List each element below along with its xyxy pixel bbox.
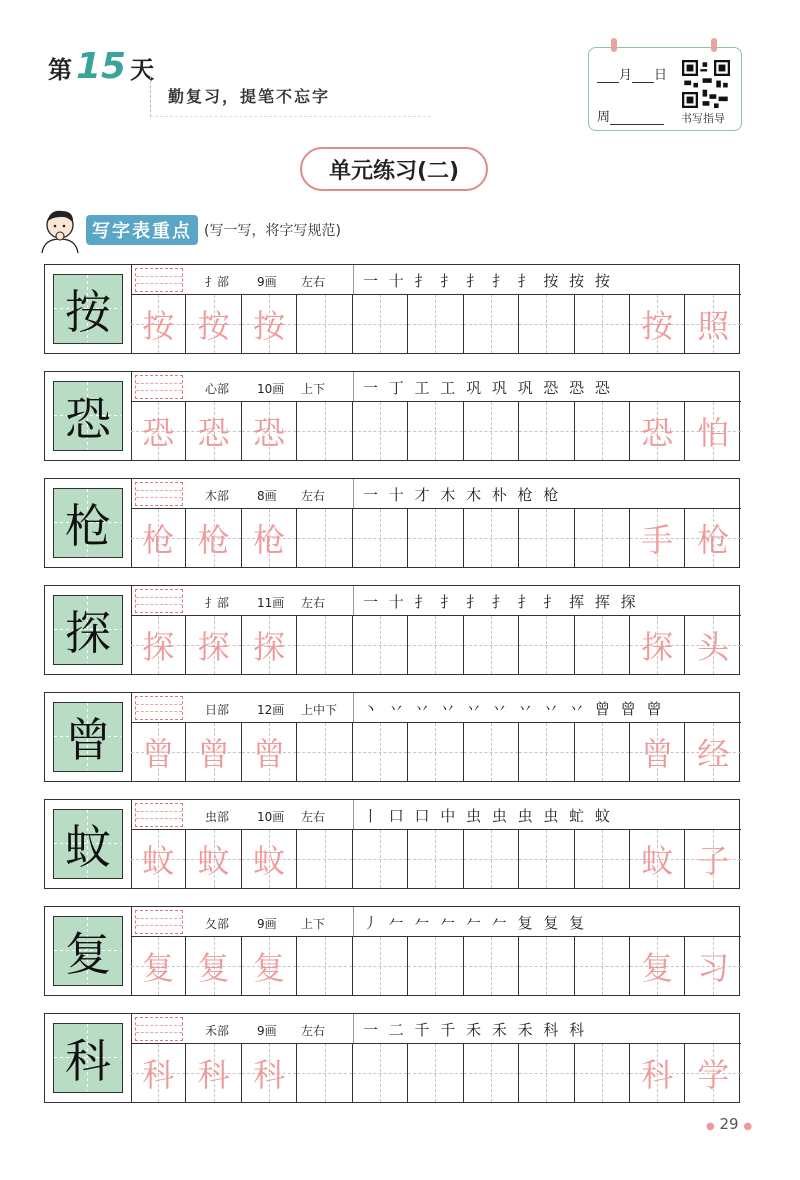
trace-char: 按 [197,307,230,345]
model-char-box [53,274,123,344]
trace-char: 探 [253,628,286,666]
word-char: 子 [697,842,730,880]
model-char: 探 [65,606,111,660]
writing-grid[interactable] [131,295,741,353]
model-char-box [53,1023,123,1093]
word-char: 复 [641,949,674,987]
stroke-count: 9画 [257,275,277,289]
stroke-count: 9画 [257,1024,277,1038]
pinyin-box[interactable] [135,482,183,506]
stroke-count: 9画 [257,917,277,931]
stroke-order: 丿 𠂉 𠂉 𠂉 𠂉 𠂉 复 复 复 [363,914,588,932]
trace-char: 恐 [197,414,230,452]
stroke-order: 丨 口 口 中 虫 虫 虫 虫 虻 蚊 [363,807,613,825]
practice-row [44,264,740,354]
stroke-count: 11画 [257,596,285,610]
trace-char: 科 [253,1056,286,1094]
stroke-count: 8画 [257,489,277,503]
day-label: 日 [654,68,668,83]
structure: 左右 [301,489,326,503]
pinyin-box[interactable] [135,910,183,934]
date-line [597,64,667,83]
writing-grid[interactable] [131,723,741,781]
month-label: 月 [619,68,633,83]
practice-row [44,585,740,675]
practice-row [44,1013,740,1103]
model-char: 枪 [65,499,111,553]
qr-label: 书写指导 [681,112,725,125]
trace-char: 复 [197,949,230,987]
model-char: 按 [65,285,111,339]
pinyin-box[interactable] [135,268,183,292]
radical: 虫部 [205,810,230,824]
trace-char: 曾 [142,735,175,773]
kid-thinking-icon [32,205,84,255]
motto: 勤复习，提笔不忘字 [168,87,331,106]
structure: 左右 [301,1024,326,1038]
trace-char: 恐 [253,414,286,452]
model-char-box [53,916,123,986]
trace-char: 枪 [142,521,175,559]
trace-char: 按 [142,307,175,345]
practice-row [44,692,740,782]
section-header [32,205,341,255]
char-info [131,586,741,616]
page-number-text: 29 [719,1115,739,1133]
writing-grid[interactable] [131,402,741,460]
char-info [131,800,741,830]
model-char: 曾 [65,713,111,767]
page-number [706,1115,752,1133]
char-info [131,479,741,509]
day-title [48,46,154,87]
dot-icon: ● [743,1121,753,1132]
radical: 心部 [205,382,230,396]
trace-char: 科 [142,1056,175,1094]
model-char: 蚊 [65,820,111,874]
trace-char: 曾 [253,735,286,773]
radical: 木部 [205,489,230,503]
model-char: 科 [65,1034,111,1088]
model-char: 恐 [65,392,111,446]
dot-icon: ● [706,1121,715,1132]
trace-char: 枪 [197,521,230,559]
trace-char: 蚊 [197,842,230,880]
word-char: 照 [697,307,730,345]
unit-title: 单元练习(二) [300,147,488,191]
section-note: (写一写，将字写规范) [204,223,341,239]
section-label: 写字表重点 [86,215,198,245]
stroke-order: 一 丁 工 工 巩 巩 巩 恐 恐 恐 [363,379,613,397]
pinyin-box[interactable] [135,696,183,720]
model-char-box [53,488,123,558]
trace-char: 按 [253,307,286,345]
word-char: 曾 [641,735,674,773]
pinyin-box[interactable] [135,375,183,399]
word-char: 经 [697,735,730,773]
trace-char: 曾 [197,735,230,773]
word-char: 习 [697,949,730,987]
stroke-order: 一 十 才 木 木 朴 枪 枪 [363,486,562,504]
char-info [131,372,741,402]
stroke-count: 12画 [257,703,285,717]
qr-code-icon[interactable] [682,60,730,108]
radical: 夂部 [205,917,230,931]
word-char: 按 [641,307,674,345]
structure: 上下 [301,382,326,396]
practice-row [44,799,740,889]
model-char-box [53,595,123,665]
writing-grid[interactable] [131,1044,741,1102]
model-char: 复 [65,927,111,981]
radical: 扌部 [205,596,230,610]
word-char: 头 [697,628,730,666]
practice-row [44,478,740,568]
stroke-count: 10画 [257,810,285,824]
structure: 左右 [301,810,326,824]
word-char: 探 [641,628,674,666]
trace-char: 科 [197,1056,230,1094]
char-info [131,265,741,295]
card-ring-icon [711,38,717,52]
word-char: 怕 [697,414,730,452]
stroke-count: 10画 [257,382,285,396]
radical: 扌部 [205,275,230,289]
word-char: 学 [697,1056,730,1094]
practice-row [44,371,740,461]
radical: 禾部 [205,1024,230,1038]
structure: 左右 [301,275,326,289]
trace-char: 蚊 [253,842,286,880]
trace-char: 枪 [253,521,286,559]
trace-char: 复 [142,949,175,987]
writing-grid[interactable] [131,616,741,674]
radical: 日部 [205,703,230,717]
char-info [131,693,741,723]
trace-char: 复 [253,949,286,987]
structure: 上下 [301,917,326,931]
pinyin-box[interactable] [135,589,183,613]
structure: 上中下 [301,703,338,717]
word-char: 科 [641,1056,674,1094]
day-prefix: 第 [48,56,72,84]
word-char: 枪 [697,521,730,559]
trace-char: 探 [142,628,175,666]
week-label: 周 [597,110,611,125]
stroke-order: 一 十 扌 扌 扌 扌 扌 按 按 按 [363,272,613,290]
stroke-order: 一 十 扌 扌 扌 扌 扌 扌 挥 挥 探 [363,593,639,611]
trace-char: 探 [197,628,230,666]
writing-grid[interactable] [131,509,741,567]
word-char: 恐 [641,414,674,452]
date-card [588,47,742,131]
model-char-box [53,702,123,772]
practice-table [44,264,740,1120]
stroke-order: 丶 丷 丷 丷 丷 丷 丷 丷 丷 曾 曾 曾 [363,700,665,718]
week-line [597,106,664,125]
structure: 左右 [301,596,326,610]
word-char: 蚊 [641,842,674,880]
pinyin-box[interactable] [135,1017,183,1041]
char-info [131,1014,741,1044]
practice-row [44,906,740,996]
writing-grid[interactable] [131,937,741,995]
char-info [131,907,741,937]
day-number: 15 [76,46,127,87]
writing-grid[interactable] [131,830,741,888]
trace-char: 蚊 [142,842,175,880]
model-char-box [53,381,123,451]
stroke-order: 一 二 千 千 禾 禾 禾 科 科 [363,1021,588,1039]
pinyin-box[interactable] [135,803,183,827]
model-char-box [53,809,123,879]
word-char: 手 [641,521,674,559]
card-ring-icon [611,38,617,52]
trace-char: 恐 [142,414,175,452]
day-suffix: 天 [130,56,155,84]
